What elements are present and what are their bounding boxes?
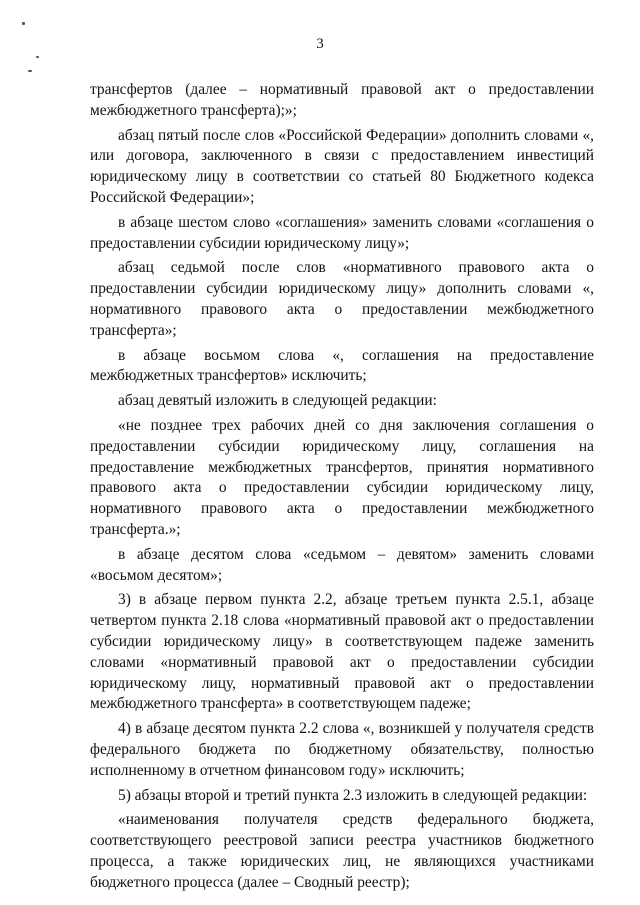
paragraph-7: «не позднее трех рабочих дней со дня заключения соглашения о предоставлении субсидии юридическому лицу, соглашения на предоставление межбюджетных трансфертов, принятия нормативного правового акта о предоставлении субсидии юридическому лицу, нормативного правового акта о предоставлении межбюджетного трансферта.»; [90, 416, 594, 538]
document-body [90, 80, 594, 897]
paragraph-11: 5) абзацы второй и третий пункта 2.3 изложить в следующей редакции: [118, 786, 588, 804]
page-number: 3 [316, 36, 324, 52]
scan-speck [28, 70, 32, 72]
paragraph-6: абзац девятый изложить в следующей редакции: [118, 392, 437, 410]
paragraph-4: абзац седьмой после слов «нормативного правового акта о предоставлении субсидии юридическому лицу» дополнить словами «, нормативного правового акта о предоставлении межбюджетного трансферта»; [90, 259, 594, 339]
paragraph-9: 3) в абзаце первом пункта 2.2, абзаце третьем пункта 2.5.1, абзаце четвертом пункта 2.18 слова «нормативный правовой акт о предоставлении субсидии юридическому лицу» в соответствующем падеже заменить словами «нормативный правовой акт о предоставлении субсидии юридическому лицу, нормативный правовой акт о предоставлении межбюджетного трансферта» в соответствующем падеже; [90, 591, 594, 713]
paragraph-12: «наименования получателя средств федерального бюджета, соответствующего реестровой записи реестра участников бюджетного процесса, а также юридических лиц, не являющихся участниками бюджетного процесса (далее – Сводный реестр); [90, 811, 594, 891]
paragraph-1: трансфертов (далее – нормативный правовой акт о предоставлении межбюджетного трансферта);»; [90, 81, 594, 119]
scan-speck [36, 56, 39, 58]
paragraph-8: в абзаце десятом слова «седьмом – девятом» заменить словами «восьмом десятом»; [90, 545, 594, 584]
paragraph-5: в абзаце восьмом слова «, соглашения на предоставление межбюджетных трансфертов» исключить; [90, 346, 594, 385]
paragraph-3: в абзаце шестом слово «соглашения» заменить словами «соглашения о предоставлении субсидии юридическому лицу»; [90, 213, 594, 252]
paragraph-10: 4) в абзаце десятом пункта 2.2 слова «, возникшей у получателя средств федерального бюджета по бюджетному обязательству, полностью исполненному в отчетном финансовом году» исключить; [90, 720, 594, 779]
paragraph-2: абзац пятый после слов «Российской Федерации» дополнить словами «, или договора, заключенного в связи с предоставлением инвестиций юридическому лицу в соответствии со статьей 80 Бюджетного кодекса Российской Федерации»; [90, 126, 594, 206]
scan-speck [22, 22, 25, 25]
